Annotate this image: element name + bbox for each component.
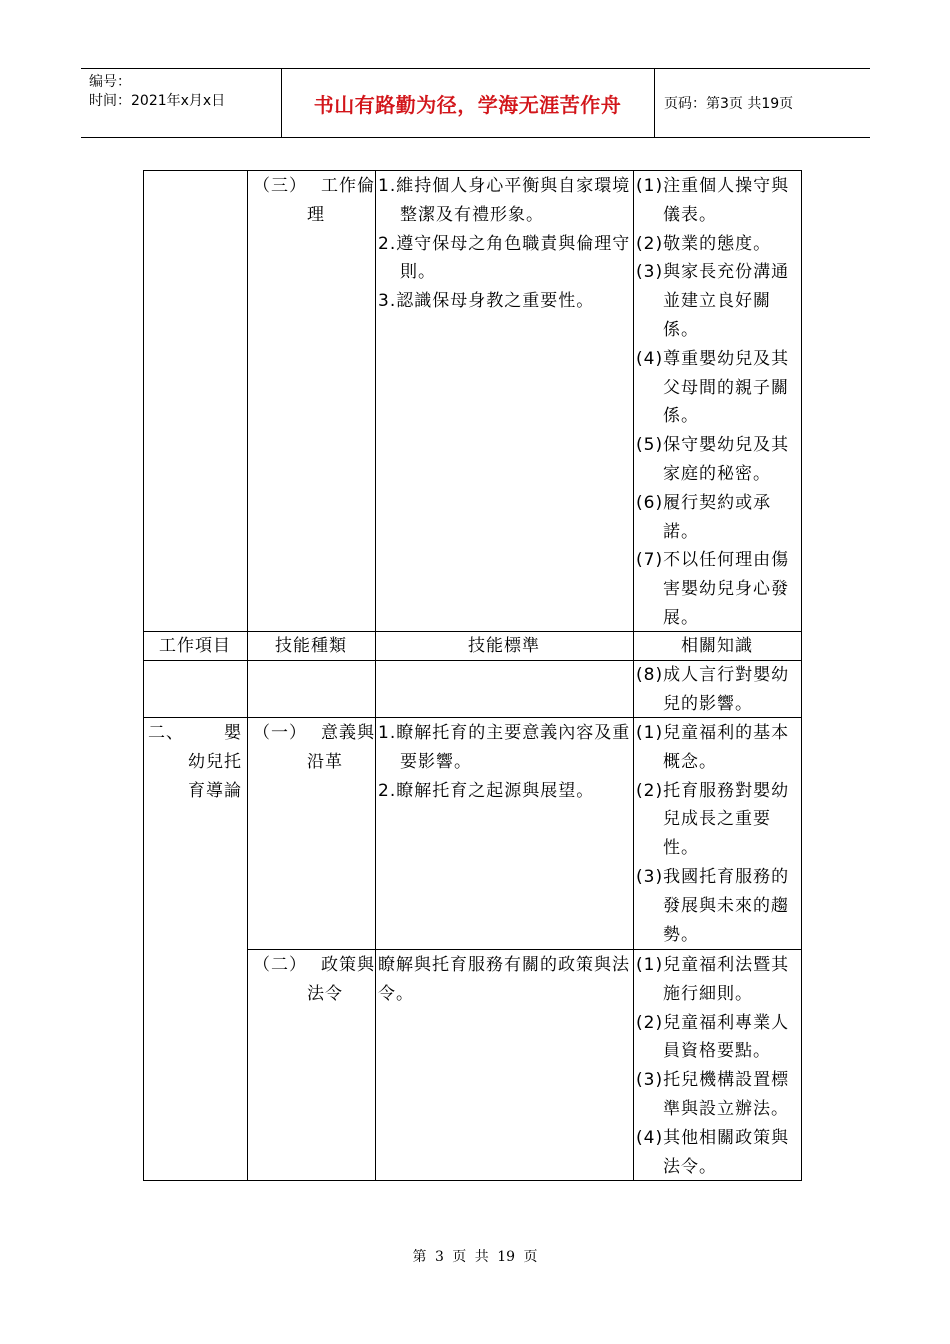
knowledge-item: (1)兒童福利的基本概念。 (636, 723, 790, 772)
knowledge-item: (3)我國托育服務的發展與未來的趨勢。 (636, 866, 790, 945)
work-item-cell (148, 719, 242, 805)
skill-standards-cell (378, 719, 632, 805)
table-rule (633, 170, 634, 1181)
code-label: 编号： (89, 74, 131, 90)
skill-type-cell (253, 719, 375, 777)
knowledge-item: (1)注重個人操守與儀表。 (636, 176, 790, 225)
header-motto: 书山有路勤为径，学海无涯苦作舟 (313, 92, 622, 117)
skill-type-name: 政策與 (321, 955, 375, 975)
skill-type-name-cont: 法令 (307, 983, 343, 1004)
knowledge-item: (6)履行契約或承諾。 (636, 492, 772, 542)
standard-item: 1.瞭解托育的主要意義內容及重要影響。 (378, 723, 631, 772)
skill-type-cell (253, 951, 375, 1009)
column-header: 工作項目 (159, 636, 231, 656)
skill-type-name-cont: 理 (307, 204, 325, 225)
skill-type-cell (253, 172, 375, 230)
standard-item: 2.遵守保母之角色職責與倫理守則。 (378, 233, 631, 283)
knowledge-item: (4)尊重嬰幼兒及其父母間的親子關係。 (636, 348, 790, 427)
standard-item: 2.瞭解托育之起源與展望。 (378, 780, 595, 801)
knowledge-item: (2)托育服務對嬰幼兒成長之重要性。 (636, 780, 790, 859)
header-meta (89, 73, 225, 111)
knowledge-item: (7)不以任何理由傷害嬰幼兒身心發展。 (636, 550, 790, 628)
curriculum-table (143, 170, 802, 1181)
table-rule (247, 170, 248, 1181)
work-item-prefix: 二、 (148, 723, 184, 743)
skill-type-name-cont: 沿革 (307, 751, 343, 772)
knowledge-item: (8)成人言行對嬰幼兒的影響。 (636, 665, 790, 714)
standard-item: 1.維持個人身心平衡與自家環境整潔及有禮形象。 (378, 176, 631, 225)
column-header: 技能標準 (468, 636, 540, 656)
work-item-name-cont: 育導論 (188, 780, 242, 801)
table-rule (143, 170, 802, 171)
column-header: 相關知識 (681, 636, 753, 656)
standard-item: 3.認識保母身教之重要性。 (378, 291, 595, 312)
work-item-name: 嬰 (224, 723, 242, 743)
work-item-name-cont: 幼兒托 (188, 751, 242, 772)
page-footer: 第 3 页 共 19 页 (412, 1249, 538, 1265)
table-rule (143, 170, 144, 1181)
skill-type-prefix: （一） (253, 723, 307, 743)
table-rule (375, 170, 376, 1181)
skill-type-prefix: （三） (253, 176, 307, 196)
time-label: 时间：2021年x月x日 (89, 93, 226, 109)
knowledge-item: (5)保守嬰幼兒及其家庭的秘密。 (636, 435, 790, 484)
knowledge-cell (636, 661, 799, 719)
knowledge-item: (4)其他相關政策與法令。 (636, 1127, 790, 1177)
table-rule (801, 170, 802, 1181)
document-header (81, 68, 870, 138)
knowledge-item: (1)兒童福利法暨其施行細則。 (636, 955, 790, 1004)
skill-standards-cell (378, 951, 632, 1009)
knowledge-cell (636, 951, 799, 1181)
skill-type-name: 工作倫 (321, 176, 375, 196)
header-page-info: 页码：第3页 共19页 (664, 96, 794, 112)
knowledge-item: (3)與家長充份溝通並建立良好關係。 (636, 262, 790, 340)
knowledge-cell (636, 172, 799, 633)
skill-standards-cell (378, 172, 632, 316)
knowledge-cell (636, 719, 799, 949)
skill-type-prefix: （二） (253, 955, 307, 975)
knowledge-item: (2)兒童福利專業人員資格要點。 (636, 1012, 790, 1062)
skill-type-name: 意義與 (321, 723, 375, 743)
standard-item: 瞭解與托育服務有關的政策與法令。 (378, 955, 630, 1004)
column-header: 技能種類 (275, 636, 347, 656)
header-divider (654, 69, 655, 137)
knowledge-item: (2)敬業的態度。 (636, 233, 772, 254)
knowledge-item: (3)托兒機構設置標準與設立辦法。 (636, 1070, 790, 1119)
